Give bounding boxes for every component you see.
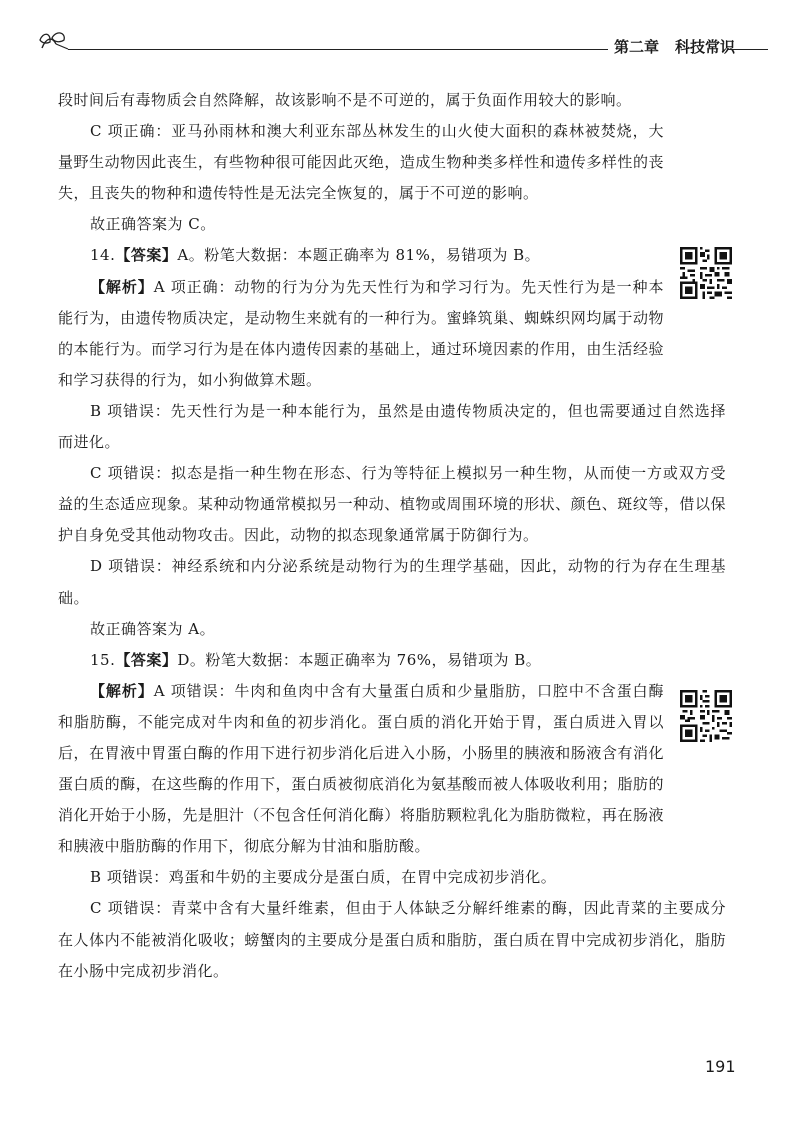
page-number: 191	[705, 1057, 736, 1076]
q14-conclusion: 故正确答案为 A。	[90, 619, 216, 638]
q15-number: 15.	[90, 650, 116, 669]
q14-option-c: C 项错误：拟态是指一种生物在形态、行为等特征上模拟另一种生物，从而使一方或双方受益的生态适应现象。某种动物通常模拟另一种动、植物或周围环境的形状、颜色、斑纹等，借以保护自身免受其他动物攻击。因此，动物的拟态现象通常属于防御行为。	[58, 464, 726, 545]
q15-option-b: B 项错误：鸡蛋和牛奶的主要成分是蛋白质，在胃中完成初步消化。	[90, 868, 557, 887]
q14-analysis	[58, 272, 664, 396]
q14-answer-text: A。粉笔大数据：本题正确率为 81%，易错项为 B。	[177, 246, 541, 265]
q14-option-b: B 项错误：先天性行为是一种本能行为，虽然是由遗传物质决定的，但也需要通过自然选择而进化。	[58, 401, 726, 452]
q15-answer-line	[58, 645, 664, 676]
q15-analysis	[58, 676, 664, 863]
q15-analysis-label: 【解析】	[90, 681, 154, 700]
q14-analysis-label: 【解析】	[90, 277, 154, 296]
q14-analysis-text: A 项正确：动物的行为分为先天性行为和学习行为。先天性行为是一种本能行为，由遗传物质决定，是动物生来就有的一种行为。蜜蜂筑巢、蜘蛛织网均属于动物的本能行为。而学习行为是在体内遗传因素的基础上，通过环境因素的作用，由生活经验和学习获得的行为，如小狗做算术题。	[58, 277, 664, 389]
q15-answer-text: D。粉笔大数据：本题正确率为 76%，易错项为 B。	[177, 650, 542, 669]
q14-answer-line	[58, 240, 664, 271]
q14-answer-label: 【答案】	[115, 246, 178, 265]
page-content	[58, 85, 726, 987]
q15-analysis-text: A 项错误：牛肉和鱼肉中含有大量蛋白质和少量脂肪，口腔中不含蛋白酶和脂肪酶，不能完成对牛肉和鱼的初步消化。蛋白质的消化开始于胃，蛋白质进入胃以后，在胃液中胃蛋白酶的作用下进行初步消化后进入小肠，小肠里的胰液和肠液含有消化蛋白质的酶，在这些酶的作用下，蛋白质被彻底消化为氨基酸而被人体吸收利用；脂肪的消化开始于小肠，先是胆汁（不包含任何消化酶）将脂肪颗粒乳化为脂肪微粒，再在肠液和胰液中脂肪酶的作用下，彻底分解为甘油和脂肪酸。	[58, 681, 664, 856]
header-rule-left	[68, 49, 608, 50]
q14-option-d: D 项错误：神经系统和内分泌系统是动物行为的生理学基础，因此，动物的行为存在生理基础。	[58, 557, 726, 607]
chapter-number: 第二章	[614, 38, 660, 56]
paragraph-option-c: C 项正确：亚马孙雨林和澳大利亚东部丛林发生的山火使大面积的森林被焚烧，大量野生动物因此丧生，有些物种很可能因此灭绝，造成生物种类多样性和遗传多样性的丧失，且丧失的物种和遗传特性是无法完全恢复的，属于不可逆的影响。	[58, 122, 664, 203]
section-name: 科技常识	[675, 38, 736, 56]
q15-option-c: C 项错误：青菜中含有大量纤维素，但由于人体缺乏分解纤维素的酶，因此青菜的主要成分在人体内不能被消化吸收；螃蟹肉的主要成分是蛋白质和脂肪，蛋白质在胃中完成初步消化，脂肪在小肠中完成初步消化。	[58, 899, 726, 980]
page-header	[38, 30, 768, 58]
leaf-ornament-icon	[38, 30, 72, 52]
q14-number: 14.	[90, 246, 116, 265]
header-rule-right	[728, 49, 768, 50]
q15-answer-label: 【答案】	[115, 650, 178, 669]
paragraph-conclusion-c: 故正确答案为 C。	[90, 215, 216, 234]
qr-code-icon[interactable]	[680, 690, 732, 742]
chapter-title	[614, 36, 735, 57]
paragraph-continuation: 段时间后有毒物质会自然降解，故该影响不是不可逆的，属于负面作用较大的影响。	[58, 91, 632, 109]
qr-code-icon[interactable]	[680, 247, 732, 299]
